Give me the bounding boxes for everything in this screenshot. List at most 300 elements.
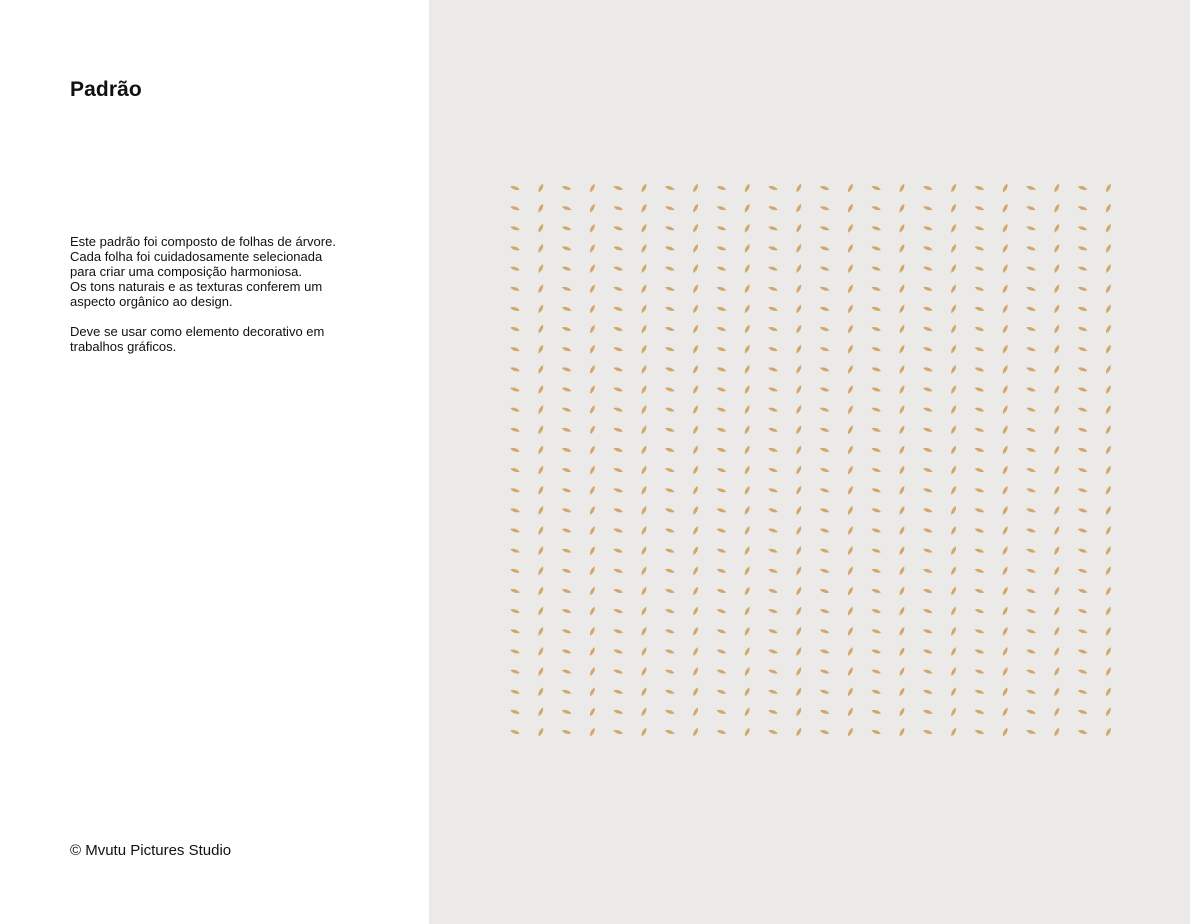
leaf-icon: [1077, 568, 1088, 574]
leaf-icon: [1077, 507, 1088, 513]
leaf-icon: [1001, 445, 1009, 455]
leaf-icon: [665, 568, 676, 574]
leaf-icon: [871, 306, 882, 312]
leaf-icon: [795, 606, 803, 616]
leaf-icon: [1026, 568, 1037, 574]
leaf-icon: [819, 648, 830, 654]
leaf-icon: [847, 465, 855, 475]
leaf-icon: [847, 626, 855, 636]
leaf-icon: [1105, 626, 1113, 636]
leaf-icon: [692, 243, 700, 253]
leaf-icon: [743, 344, 751, 354]
leaf-icon: [1077, 346, 1088, 352]
leaf-icon: [950, 606, 958, 616]
leaf-icon: [692, 384, 700, 394]
leaf-icon: [743, 586, 751, 596]
leaf-icon: [692, 646, 700, 656]
leaf-icon: [898, 646, 906, 656]
leaf-icon: [795, 384, 803, 394]
leaf-icon: [561, 346, 572, 352]
leaf-icon: [589, 364, 597, 374]
leaf-icon: [743, 545, 751, 555]
leaf-icon: [589, 465, 597, 475]
leaf-icon: [716, 286, 727, 292]
leaf-icon: [768, 548, 779, 554]
leaf-icon: [847, 304, 855, 314]
leaf-icon: [795, 465, 803, 475]
leaf-icon: [923, 608, 934, 614]
leaf-icon: [974, 729, 985, 735]
leaf-icon: [665, 487, 676, 493]
leaf-icon: [1105, 606, 1113, 616]
leaf-icon: [768, 527, 779, 533]
leaf-icon: [537, 243, 545, 253]
leaf-icon: [819, 366, 830, 372]
leaf-icon: [871, 648, 882, 654]
leaf-icon: [1105, 666, 1113, 676]
leaf-icon: [1053, 485, 1061, 495]
leaf-icon: [561, 265, 572, 271]
leaf-icon: [847, 505, 855, 515]
leaf-icon: [974, 507, 985, 513]
leaf-icon: [847, 364, 855, 374]
leaf-icon: [795, 404, 803, 414]
leaf-icon: [1077, 588, 1088, 594]
leaf-icon: [692, 566, 700, 576]
leaf-icon: [847, 485, 855, 495]
leaf-icon: [974, 648, 985, 654]
leaf-icon: [898, 687, 906, 697]
leaf-icon: [1053, 243, 1061, 253]
leaf-icon: [561, 326, 572, 332]
leaf-icon: [640, 284, 648, 294]
leaf-icon: [795, 425, 803, 435]
leaf-icon: [1077, 729, 1088, 735]
leaf-icon: [974, 205, 985, 211]
leaf-icon: [1077, 185, 1088, 191]
leaf-icon: [1026, 185, 1037, 191]
leaf-icon: [1001, 525, 1009, 535]
leaf-icon: [1077, 709, 1088, 715]
leaf-icon: [589, 626, 597, 636]
leaf-icon: [768, 306, 779, 312]
leaf-icon: [871, 668, 882, 674]
leaf-icon: [819, 568, 830, 574]
leaf-icon: [561, 527, 572, 533]
leaf-icon: [510, 588, 521, 594]
leaf-icon: [1026, 326, 1037, 332]
leaf-icon: [847, 425, 855, 435]
leaf-icon: [561, 447, 572, 453]
leaf-icon: [1077, 225, 1088, 231]
leaf-icon: [692, 707, 700, 717]
leaf-icon: [1053, 284, 1061, 294]
leaf-icon: [768, 648, 779, 654]
leaf-icon: [819, 306, 830, 312]
leaf-icon: [589, 445, 597, 455]
copyright: © Mvutu Pictures Studio: [70, 842, 232, 859]
leaf-icon: [510, 326, 521, 332]
description-line: para criar uma composição harmoniosa.: [70, 264, 302, 279]
leaf-icon: [974, 608, 985, 614]
leaf-icon: [1105, 545, 1113, 555]
leaf-icon: [537, 404, 545, 414]
leaf-icon: [898, 606, 906, 616]
leaf-icon: [510, 689, 521, 695]
leaf-icon: [1026, 265, 1037, 271]
leaf-icon: [613, 668, 624, 674]
leaf-icon: [665, 588, 676, 594]
leaf-icon: [561, 225, 572, 231]
leaf-icon: [1026, 386, 1037, 392]
leaf-icon: [743, 465, 751, 475]
description-line: Este padrão foi composto de folhas de árvore.: [70, 234, 336, 249]
leaf-icon: [950, 263, 958, 273]
leaf-icon: [950, 304, 958, 314]
leaf-icon: [692, 525, 700, 535]
leaf-icon: [692, 364, 700, 374]
leaf-icon: [613, 729, 624, 735]
leaf-icon: [847, 586, 855, 596]
leaf-icon: [819, 225, 830, 231]
leaf-icon: [1105, 263, 1113, 273]
leaf-icon: [1026, 225, 1037, 231]
leaf-icon: [716, 568, 727, 574]
leaf-icon: [640, 687, 648, 697]
leaf-icon: [589, 545, 597, 555]
leaf-icon: [561, 286, 572, 292]
leaf-icon: [640, 304, 648, 314]
leaf-icon: [847, 263, 855, 273]
leaf-icon: [537, 505, 545, 515]
leaf-icon: [561, 185, 572, 191]
leaf-icon: [640, 626, 648, 636]
leaf-icon: [1026, 648, 1037, 654]
leaf-icon: [537, 687, 545, 697]
leaf-icon: [1026, 527, 1037, 533]
leaf-icon: [768, 689, 779, 695]
leaf-icon: [898, 324, 906, 334]
leaf-icon: [743, 183, 751, 193]
leaf-icon: [589, 505, 597, 515]
leaf-icon: [1077, 326, 1088, 332]
leaf-icon: [847, 445, 855, 455]
leaf-icon: [1053, 304, 1061, 314]
leaf-icon: [561, 588, 572, 594]
leaf-icon: [923, 326, 934, 332]
leaf-icon: [847, 606, 855, 616]
leaf-icon: [1001, 606, 1009, 616]
leaf-icon: [819, 689, 830, 695]
leaf-icon: [1026, 548, 1037, 554]
leaf-icon: [537, 284, 545, 294]
leaf-icon: [1001, 707, 1009, 717]
leaf-icon: [1077, 628, 1088, 634]
leaf-icon: [847, 666, 855, 676]
leaf-icon: [898, 666, 906, 676]
leaf-icon: [768, 588, 779, 594]
leaf-icon: [510, 306, 521, 312]
leaf-icon: [847, 404, 855, 414]
leaf-icon: [819, 265, 830, 271]
leaf-icon: [1105, 384, 1113, 394]
leaf-icon: [665, 286, 676, 292]
leaf-icon: [1053, 445, 1061, 455]
leaf-icon: [561, 709, 572, 715]
leaf-icon: [974, 366, 985, 372]
leaf-icon: [847, 687, 855, 697]
leaf-icon: [613, 326, 624, 332]
leaf-icon: [923, 185, 934, 191]
leaf-icon: [871, 245, 882, 251]
leaf-icon: [819, 628, 830, 634]
leaf-icon: [768, 245, 779, 251]
leaf-icon: [1001, 263, 1009, 273]
leaf-icon: [665, 729, 676, 735]
leaf-icon: [537, 606, 545, 616]
leaf-icon: [613, 487, 624, 493]
leaf-icon: [589, 223, 597, 233]
leaf-icon: [716, 306, 727, 312]
leaf-icon: [898, 525, 906, 535]
leaf-icon: [898, 566, 906, 576]
leaf-icon: [1077, 286, 1088, 292]
leaf-icon: [768, 709, 779, 715]
leaf-icon: [847, 284, 855, 294]
leaf-icon: [589, 727, 597, 737]
leaf-icon: [716, 386, 727, 392]
leaf-icon: [923, 628, 934, 634]
leaf-icon: [613, 689, 624, 695]
leaf-icon: [1026, 366, 1037, 372]
leaf-icon: [974, 185, 985, 191]
leaf-icon: [923, 689, 934, 695]
leaf-icon: [510, 225, 521, 231]
leaf-icon: [537, 324, 545, 334]
description: [70, 234, 370, 369]
leaf-icon: [1077, 205, 1088, 211]
leaf-icon: [847, 243, 855, 253]
leaf-icon: [665, 427, 676, 433]
leaf-icon: [871, 568, 882, 574]
leaf-icon: [950, 687, 958, 697]
leaf-icon: [561, 205, 572, 211]
leaf-icon: [1001, 666, 1009, 676]
leaf-icon: [871, 487, 882, 493]
leaf-icon: [561, 507, 572, 513]
leaf-icon: [665, 527, 676, 533]
leaf-icon: [561, 668, 572, 674]
leaf-icon: [795, 445, 803, 455]
leaf-icon: [613, 386, 624, 392]
leaf-icon: [537, 344, 545, 354]
leaf-icon: [665, 326, 676, 332]
leaf-icon: [898, 707, 906, 717]
leaf-icon: [819, 386, 830, 392]
leaf-icon: [743, 364, 751, 374]
leaf-icon: [743, 687, 751, 697]
leaf-icon: [768, 729, 779, 735]
leaf-icon: [665, 447, 676, 453]
leaf-icon: [819, 447, 830, 453]
leaf-icon: [950, 485, 958, 495]
leaf-icon: [716, 709, 727, 715]
leaf-icon: [974, 689, 985, 695]
leaf-icon: [819, 548, 830, 554]
leaf-icon: [640, 344, 648, 354]
leaf-icon: [1053, 707, 1061, 717]
leaf-icon: [510, 185, 521, 191]
leaf-icon: [537, 263, 545, 273]
leaf-icon: [665, 648, 676, 654]
leaf-icon: [716, 729, 727, 735]
leaf-icon: [640, 445, 648, 455]
leaf-icon: [795, 203, 803, 213]
leaf-icon: [819, 588, 830, 594]
leaf-icon: [561, 245, 572, 251]
leaf-icon: [665, 608, 676, 614]
leaf-icon: [640, 243, 648, 253]
description-line: aspecto orgânico ao design.: [70, 294, 233, 309]
leaf-icon: [716, 427, 727, 433]
leaf-icon: [537, 425, 545, 435]
leaf-icon: [950, 646, 958, 656]
leaf-icon: [768, 225, 779, 231]
leaf-icon: [510, 427, 521, 433]
leaf-icon: [1001, 404, 1009, 414]
leaf-icon: [1105, 566, 1113, 576]
leaf-icon: [716, 648, 727, 654]
leaf-icon: [847, 223, 855, 233]
leaf-icon: [1053, 626, 1061, 636]
leaf-icon: [716, 185, 727, 191]
leaf-icon: [743, 324, 751, 334]
leaf-icon: [561, 366, 572, 372]
leaf-icon: [743, 666, 751, 676]
leaf-icon: [795, 263, 803, 273]
leaf-icon: [743, 505, 751, 515]
leaf-icon: [950, 566, 958, 576]
leaf-icon: [613, 467, 624, 473]
leaf-icon: [923, 427, 934, 433]
leaf-icon: [974, 668, 985, 674]
leaf-icon: [1105, 445, 1113, 455]
leaf-icon: [819, 286, 830, 292]
leaf-icon: [1105, 203, 1113, 213]
leaf-icon: [1001, 324, 1009, 334]
leaf-icon: [1026, 406, 1037, 412]
leaf-icon: [692, 687, 700, 697]
leaf-icon: [665, 205, 676, 211]
leaf-icon: [692, 223, 700, 233]
leaf-icon: [795, 183, 803, 193]
leaf-icon: [743, 404, 751, 414]
leaf-icon: [613, 286, 624, 292]
leaf-icon: [974, 467, 985, 473]
leaf-icon: [692, 445, 700, 455]
leaf-icon: [589, 344, 597, 354]
leaf-icon: [950, 707, 958, 717]
leaf-icon: [795, 525, 803, 535]
leaf-icon: [1105, 586, 1113, 596]
leaf-icon: [640, 223, 648, 233]
leaf-icon: [640, 606, 648, 616]
leaf-icon: [1053, 586, 1061, 596]
leaf-icon: [537, 646, 545, 656]
leaf-icon: [561, 568, 572, 574]
leaf-icon: [974, 447, 985, 453]
leaf-icon: [510, 286, 521, 292]
leaf-icon: [795, 223, 803, 233]
leaf-icon: [561, 467, 572, 473]
leaf-icon: [613, 406, 624, 412]
leaf-icon: [561, 548, 572, 554]
leaf-icon: [1053, 646, 1061, 656]
leaf-icon: [1077, 487, 1088, 493]
leaf-icon: [665, 225, 676, 231]
leaf-icon: [716, 326, 727, 332]
leaf-icon: [871, 406, 882, 412]
leaf-icon: [974, 406, 985, 412]
leaf-icon: [743, 566, 751, 576]
leaf-icon: [743, 263, 751, 273]
leaf-icon: [510, 548, 521, 554]
leaf-icon: [1053, 566, 1061, 576]
leaf-icon: [847, 707, 855, 717]
leaf-icon: [871, 709, 882, 715]
leaf-icon: [795, 284, 803, 294]
leaf-icon: [898, 445, 906, 455]
leaf-icon: [898, 243, 906, 253]
leaf-icon: [819, 507, 830, 513]
leaf-icon: [1105, 243, 1113, 253]
leaf-icon: [1105, 687, 1113, 697]
leaf-icon: [665, 548, 676, 554]
leaf-icon: [950, 364, 958, 374]
leaf-icon: [923, 548, 934, 554]
leaf-icon: [613, 568, 624, 574]
leaf-icon: [923, 709, 934, 715]
leaf-icon: [1077, 668, 1088, 674]
leaf-icon: [613, 588, 624, 594]
leaf-icon: [1105, 284, 1113, 294]
leaf-icon: [1053, 223, 1061, 233]
leaf-icon: [640, 324, 648, 334]
leaf-icon: [716, 205, 727, 211]
leaf-icon: [871, 346, 882, 352]
leaf-icon: [716, 527, 727, 533]
leaf-icon: [589, 485, 597, 495]
leaf-icon: [716, 507, 727, 513]
leaf-icon: [768, 366, 779, 372]
leaf-icon: [743, 425, 751, 435]
leaf-icon: [871, 366, 882, 372]
leaf-icon: [974, 588, 985, 594]
leaf-icon: [974, 265, 985, 271]
leaf-icon: [613, 245, 624, 251]
leaf-icon: [898, 425, 906, 435]
leaf-icon: [898, 465, 906, 475]
leaf-icon: [1026, 427, 1037, 433]
leaf-icon: [665, 245, 676, 251]
leaf-icon: [1001, 425, 1009, 435]
leaf-icon: [1001, 304, 1009, 314]
leaf-icon: [923, 386, 934, 392]
leaf-icon: [640, 586, 648, 596]
leaf-icon: [510, 205, 521, 211]
leaf-icon: [950, 324, 958, 334]
leaf-icon: [898, 485, 906, 495]
